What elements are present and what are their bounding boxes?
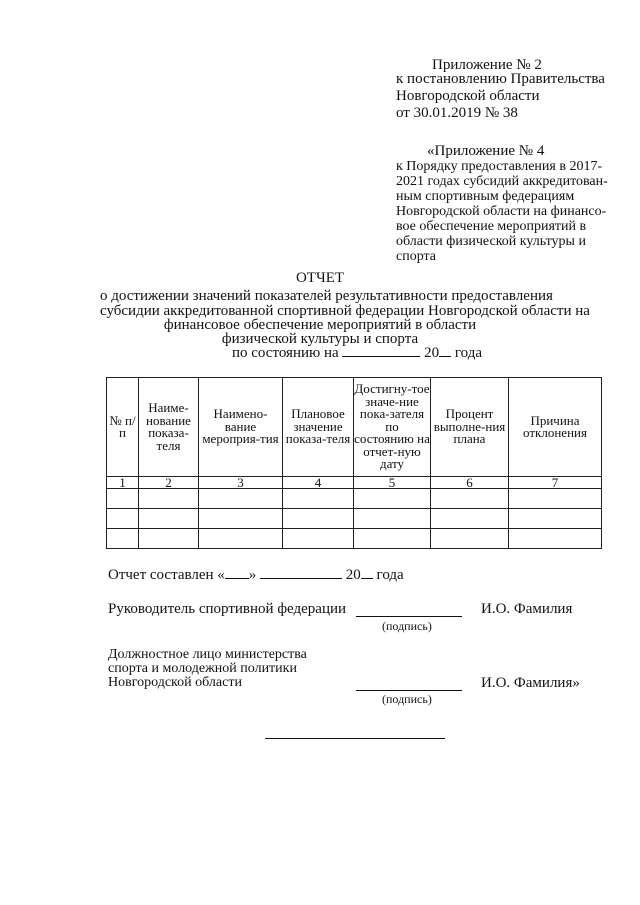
compiled-year-prefix: 20 — [345, 567, 361, 583]
compiled-day-blank — [225, 577, 249, 579]
table-cell — [199, 529, 283, 549]
table-cell — [199, 509, 283, 529]
appendix-date: от 30.01.2019 № 38 — [396, 105, 518, 121]
end-separator-line — [265, 738, 445, 739]
appendix4-text-line: области физической культуры и — [396, 234, 586, 249]
compiled-year-suffix: года — [376, 567, 404, 583]
table-number-row — [107, 477, 602, 489]
table-cell — [354, 509, 431, 529]
table-cell — [199, 489, 283, 509]
table-header-row — [107, 378, 602, 477]
compiled-year-blank — [361, 577, 373, 579]
column-number: 1 — [107, 477, 139, 489]
table-cell — [139, 529, 199, 549]
appendix4-text-line: вое обеспечение мероприятий в — [396, 219, 587, 234]
table-cell — [283, 529, 354, 549]
appendix4-text-line: Новгородской области на финансо- — [396, 204, 607, 219]
table-cell — [139, 489, 199, 509]
table-cell — [509, 509, 602, 529]
page-title: ОТЧЕТ — [295, 270, 345, 286]
column-header: Наиме-нование показа-теля — [139, 378, 199, 477]
compiled-month-blank — [260, 577, 342, 579]
table-cell — [283, 509, 354, 529]
appendix4-text — [396, 159, 608, 264]
appendix-region: Новгородской области — [396, 88, 540, 104]
head-signature-line — [356, 616, 462, 617]
appendix4-number: «Приложение № 4 — [427, 143, 545, 159]
table-cell — [139, 509, 199, 529]
column-number: 4 — [283, 477, 354, 489]
table-cell — [509, 529, 602, 549]
table-row — [107, 489, 602, 509]
table-cell — [107, 509, 139, 529]
table-cell — [431, 489, 509, 509]
appendix-reference: к постановлению Правительства — [396, 71, 605, 87]
head-name: И.О. Фамилия — [481, 601, 573, 617]
signature-caption: (подпись) — [382, 692, 432, 706]
table-cell — [354, 529, 431, 549]
compiled-line — [108, 567, 404, 584]
subtitle-line: о достижении значений показателей результативности предоставления — [100, 288, 553, 304]
column-header: Плановое значение показа-теля — [283, 378, 354, 477]
column-header: № п/п — [107, 378, 139, 477]
compiled-close-quote: » — [248, 567, 257, 583]
table-cell — [107, 489, 139, 509]
column-header: Причина отклонения — [509, 378, 602, 477]
column-header: Процент выполне-ния плана — [431, 378, 509, 477]
appendix4-text-line: ным спортивным федерациям — [396, 189, 575, 204]
table-cell — [283, 489, 354, 509]
appendix-number: Приложение № 2 — [432, 57, 542, 73]
subtitle-line: субсидии аккредитованной спортивной федерации Новгородской области на — [100, 303, 590, 319]
appendix4-text-line: 2021 годах субсидий аккредитован- — [396, 174, 608, 189]
table-row — [107, 529, 602, 549]
as-of-label: по состоянию на — [232, 345, 339, 361]
head-label: Руководитель спортивной федерации — [108, 601, 347, 617]
table-cell — [354, 489, 431, 509]
as-of-year-blank — [439, 355, 451, 357]
column-number: 2 — [139, 477, 199, 489]
as-of-line — [232, 345, 482, 362]
column-header: Наимено-вание мероприя-тия — [199, 378, 283, 477]
table-row — [107, 509, 602, 529]
as-of-date-blank — [342, 355, 420, 357]
table-cell — [107, 529, 139, 549]
column-number: 5 — [354, 477, 431, 489]
table-cell — [509, 489, 602, 509]
signature-caption: (подпись) — [382, 619, 432, 633]
official-label-line: Должностное лицо министерства — [108, 647, 307, 662]
column-number: 3 — [199, 477, 283, 489]
subtitle-line: физической культуры и спорта — [221, 331, 419, 347]
appendix4-text-line: спорта — [396, 249, 437, 264]
subtitle-line: финансовое обеспечение мероприятий в области — [163, 317, 477, 333]
official-label — [108, 648, 307, 690]
report-table — [106, 377, 602, 549]
column-number: 7 — [509, 477, 602, 489]
official-label-line: спорта и молодежной политики — [108, 661, 297, 676]
official-signature-line — [356, 690, 462, 691]
table-cell — [431, 509, 509, 529]
official-label-line: Новгородской области — [108, 675, 242, 690]
column-header: Достигну-тое значе-ние пока-зателя по состоянию на отчет-ную дату — [354, 378, 431, 477]
official-name: И.О. Фамилия» — [481, 675, 580, 691]
as-of-year-suffix: года — [454, 345, 483, 361]
as-of-year-prefix: 20 — [424, 345, 440, 361]
appendix4-text-line: к Порядку предоставления в 2017- — [396, 159, 603, 174]
compiled-label: Отчет составлен — [108, 567, 214, 583]
table-cell — [431, 529, 509, 549]
compiled-open-quote: « — [217, 567, 225, 583]
column-number: 6 — [431, 477, 509, 489]
